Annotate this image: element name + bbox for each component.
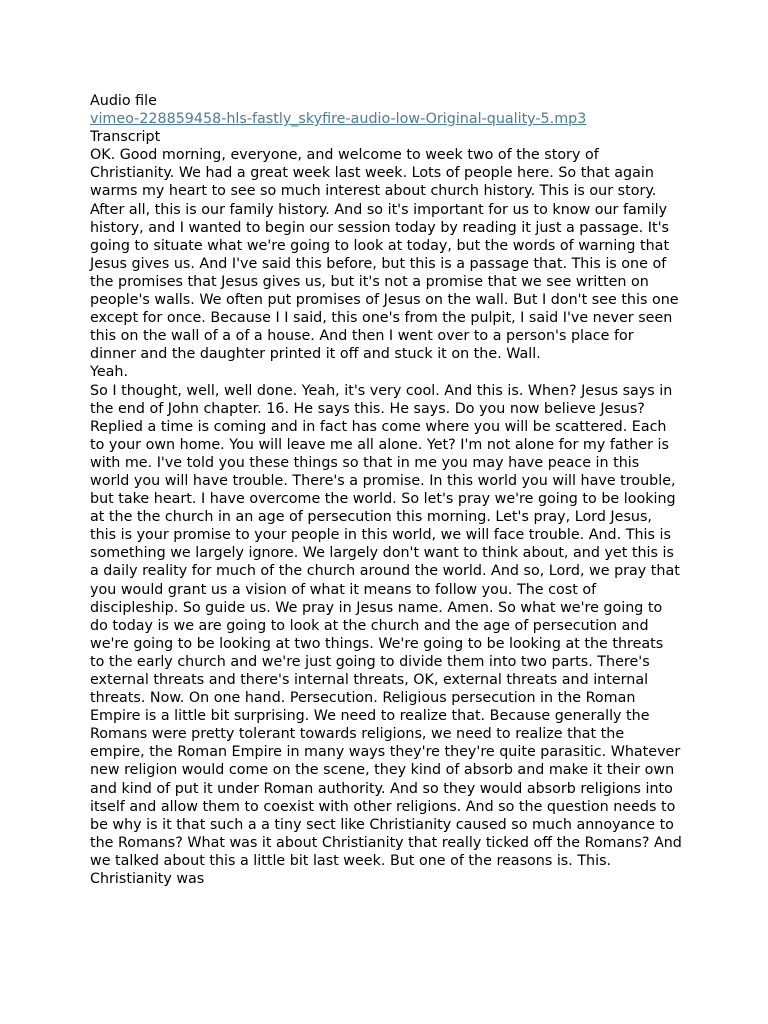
transcript-paragraph-3: So I thought, well, well done. Yeah, it's very cool. And this is. When? Jesus says in the end of John chapter. 16. He says this. He says. Do you now believe Jesus? Replied a time is coming and in fact has come where you will be scattered. Each to your own home. You will leave me all alone. Yet? I'm not alone for my father is with me. I've told you these things so that in me you may have peace in this world you will have trouble. There's a promise. In this world you will have trouble, but take heart. I have overcome the world. So let's pray we're going to be looking at the the church in an age of persecution this morning. Let's pray, Lord Jesus, this is your promise to your people in this world, we will face trouble. And. This is something we largely ignore. We largely don't want to think about, and yet this is a daily reality for much of the church around the world. And so, Lord, we pray that you would grant us a vision of what it means to follow you. The cost of discipleship. So guide us. We pray in Jesus name. Amen. So what we're going to do today is we are going to look at the church and the age of persecution and we're going to be looking at two things. We're going to be looking at the threats to the early church and we're just going to divide them into two parts. There's external threats and there's internal threats, OK, external threats and internal threats. Now. On one hand. Persecution. Religious persecution in the Roman Empire is a little bit surprising. We need to realize that. Because generally the Romans were pretty tolerant towards religions, we need to realize that the empire, the Roman Empire in many ways they're they're quite parasitic. Whatever new religion would come on the scene, they kind of absorb and make it their own and kind of put it under Roman authority. And so they would absorb religions into itself and allow them to coexist with other religions. And so the question needs to be why is it that such a a tiny sect like Christianity caused so much annoyance to the Romans? What was it about Christianity that really ticked off the Romans? And we talked about this a little bit last week. But one of the reasons is. This. Christianity was bbox=[90, 382, 682, 888]
transcript-paragraph-1: OK. Good morning, everyone, and welcome to week two of the story of Christianity. We had a great week last week. Lots of people here. So that again warms my heart to see so much interest about church history. This is our story. After all, this is our family history. And so it's important for us to know our family history, and I wanted to begin our session today by reading it just a passage. It's going to situate what we're going to look at today, but the words of warning that Jesus gives us. And I've said this before, but this is a passage that. This is one of the promises that Jesus gives us, but it's not a promise that we see written on people's walls. We often put promises of Jesus on the wall. But I don't see this one except for once. Because I I said, this one's from the pulpit, I said I've never seen this on the wall of a of a house. And then I went over to a person's place for dinner and the daughter printed it off and stuck it on the. Wall. bbox=[90, 147, 679, 363]
audio-file-link[interactable]: vimeo-228859458-hls-fastly_skyfire-audio-low-Original-quality-5.mp3 bbox=[90, 111, 587, 128]
transcript-paragraph-2: Yeah. bbox=[90, 364, 128, 381]
transcript-document bbox=[90, 92, 682, 888]
transcript-label: Transcript bbox=[90, 129, 161, 146]
audio-file-label: Audio file bbox=[90, 93, 157, 109]
